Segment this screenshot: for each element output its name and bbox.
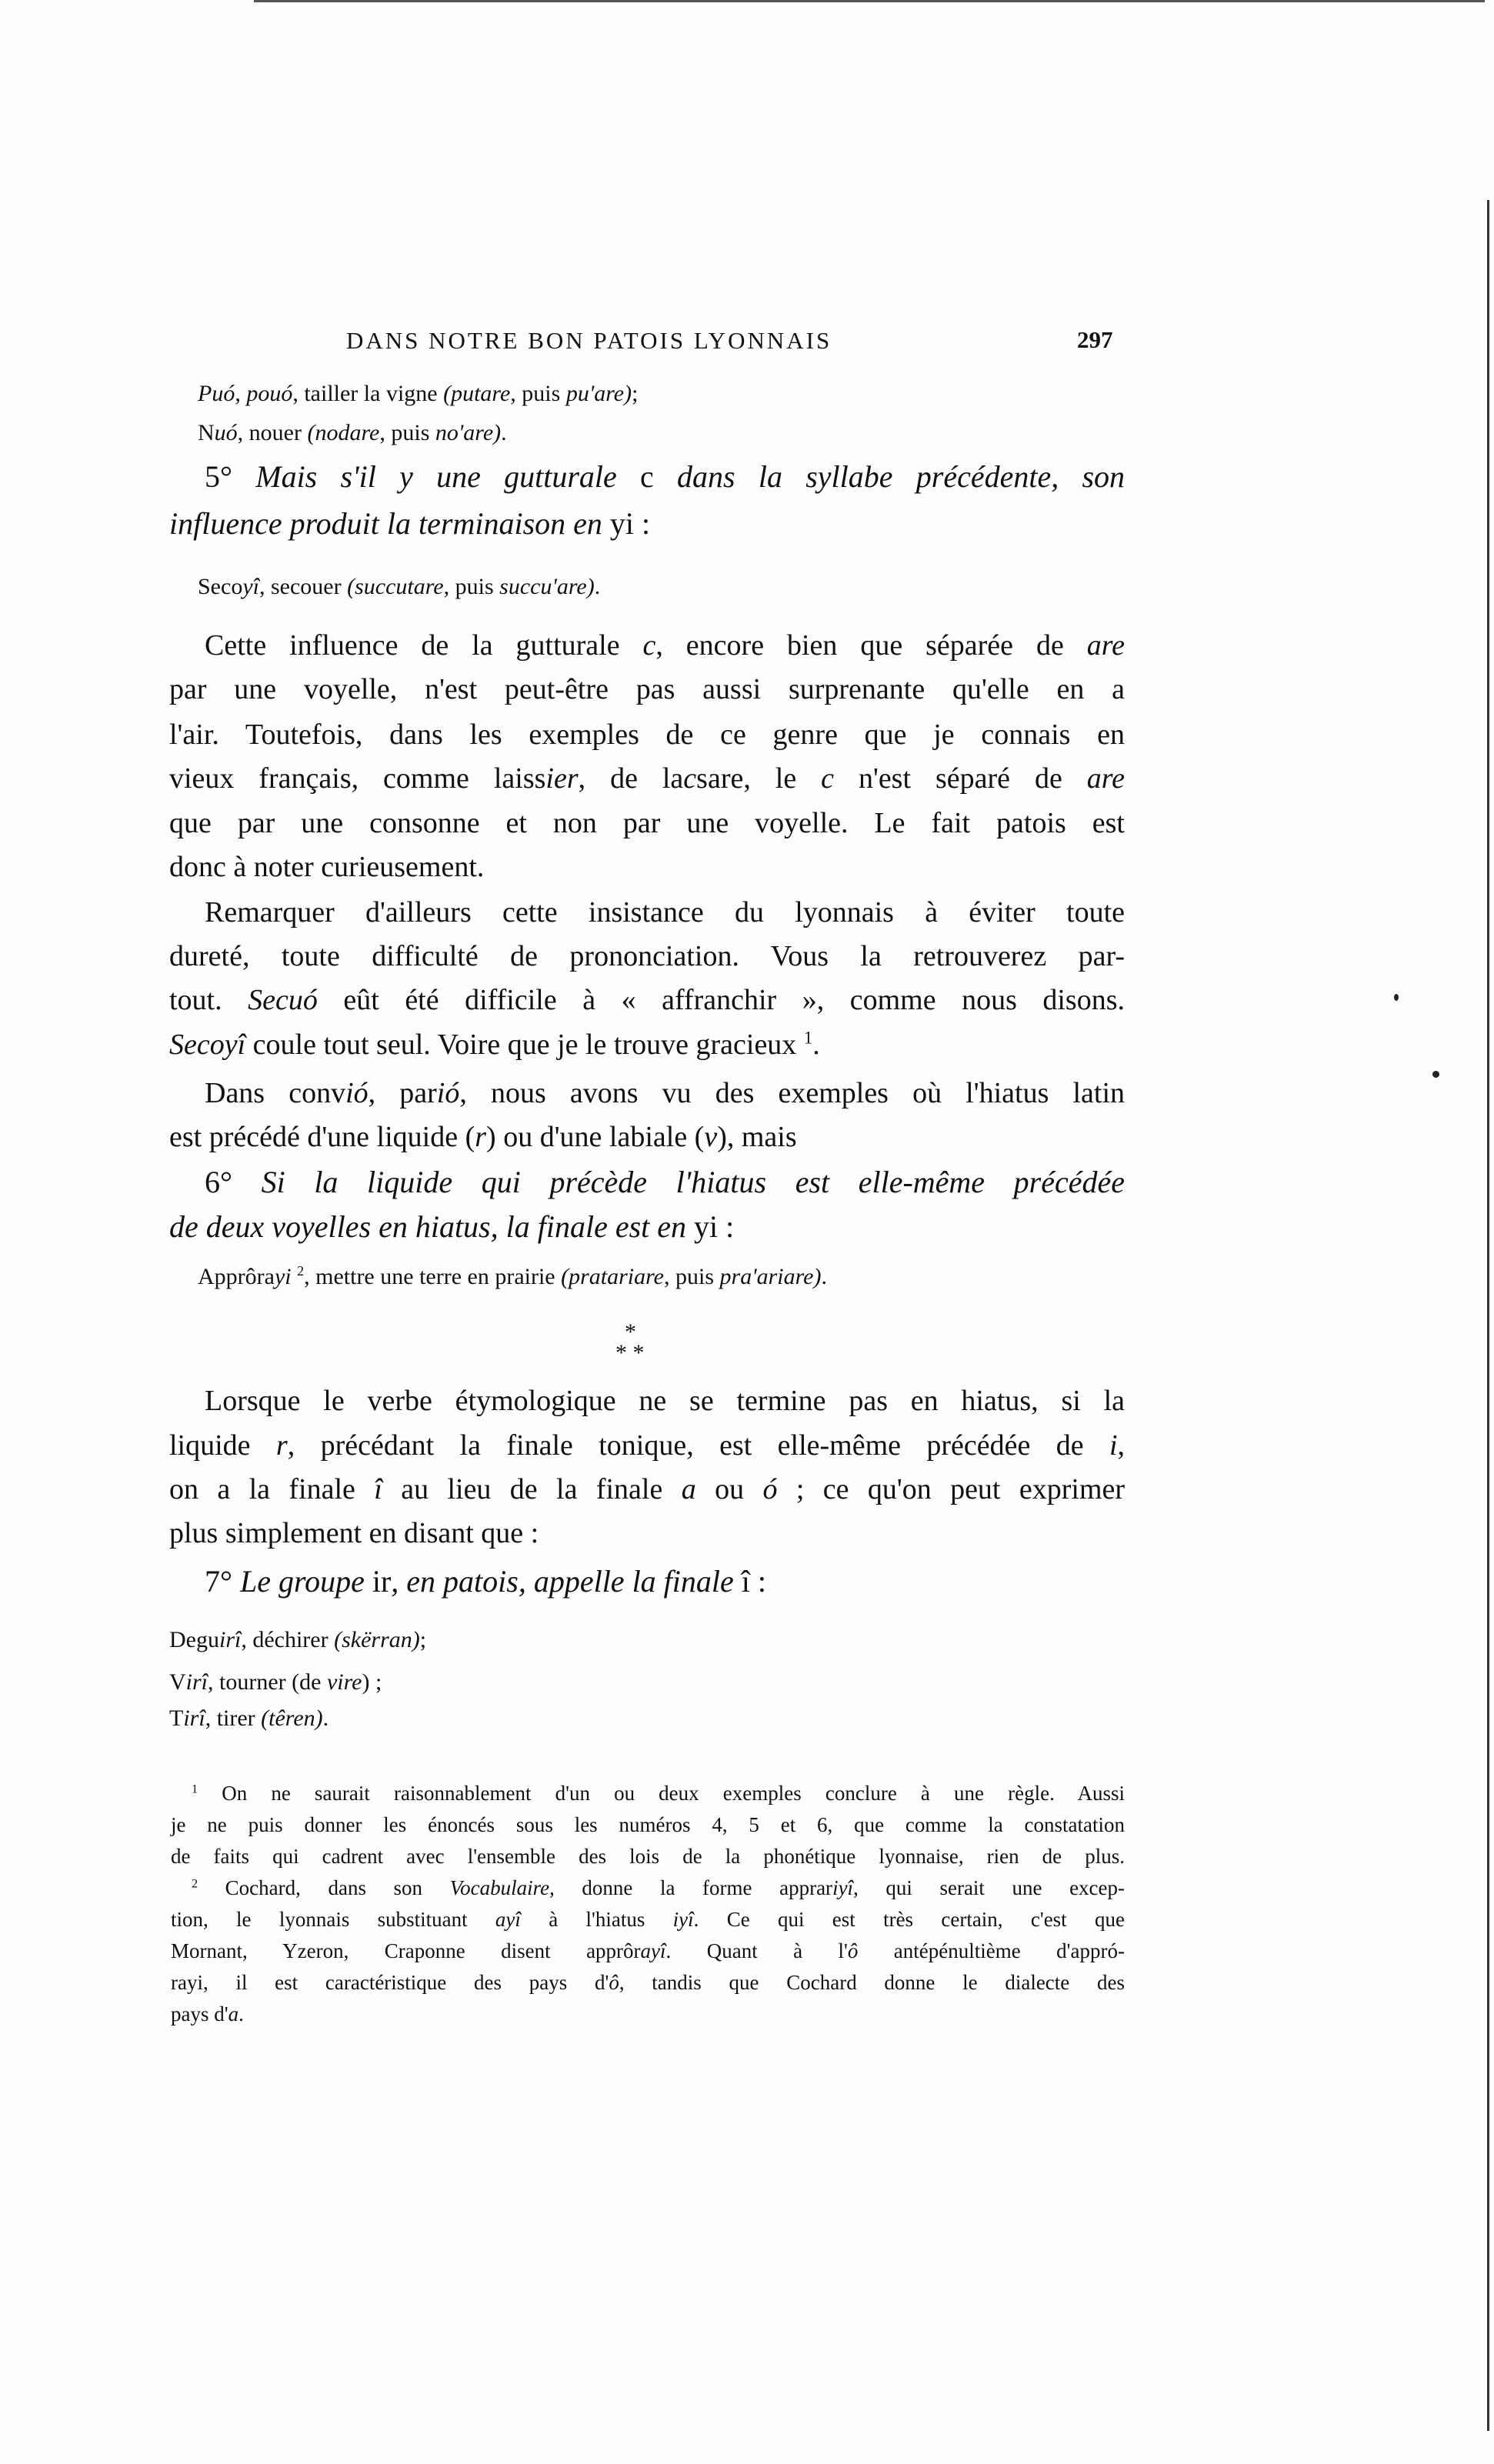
- italic-text: v: [704, 1121, 718, 1153]
- italic-text: vire: [326, 1669, 362, 1695]
- text-run: est précédé d'une liquide (: [169, 1121, 475, 1153]
- running-header: DANS NOTRE BON PATOIS LYONNAIS: [346, 327, 832, 354]
- italic-text: Le groupe: [240, 1564, 372, 1599]
- text-run: î :: [741, 1564, 767, 1599]
- text-run: ) ;: [362, 1669, 382, 1695]
- text-run: .: [238, 2002, 244, 2026]
- text-run: par une voyelle, n'est peut-être pas aussi surprenante qu'elle en a: [169, 673, 1125, 705]
- text-run: on a la finale: [169, 1473, 375, 1505]
- text-run: , tirer: [205, 1705, 262, 1731]
- italic-text: dans la syllabe précédente, son: [653, 459, 1126, 494]
- text-run: 5°: [205, 459, 256, 494]
- text-run: , puis: [510, 381, 566, 406]
- footnote-line: [171, 2002, 244, 2026]
- scan-speck: [1432, 1071, 1439, 1078]
- text-run: 7°: [205, 1564, 240, 1599]
- text-run: T: [169, 1705, 184, 1731]
- italic-text: Vocabulaire: [449, 1876, 550, 1899]
- text-run: liquide: [169, 1429, 276, 1462]
- paragraph-line: [205, 895, 1125, 929]
- italic-text: iyî: [672, 1908, 694, 1931]
- text-run: [292, 1264, 298, 1289]
- scan-right-edge: [1487, 200, 1489, 2431]
- text-run: n'est séparé de: [834, 762, 1087, 795]
- text-run: Remarquer d'ailleurs cette insistance du lyonnais à éviter toute: [205, 896, 1125, 929]
- italic-text: (putare: [443, 381, 511, 406]
- text-run: ,: [235, 381, 247, 406]
- text-run: .: [322, 1705, 329, 1731]
- italic-text: de deux voyelles en hiatus, la finale est en: [169, 1209, 695, 1244]
- text-run: dureté, toute difficulté de prononciation. Vous la retrouverez par-: [169, 940, 1125, 972]
- italic-text: ayî: [640, 1939, 666, 1962]
- text-run: , tourner (de: [208, 1669, 327, 1695]
- rule-line: [205, 458, 1125, 495]
- paragraph-line: [205, 1384, 1125, 1418]
- italic-text: influence produit la terminaison en: [169, 506, 610, 541]
- footnote-line: [171, 1908, 1125, 1932]
- section-separator: [615, 1340, 645, 1366]
- italic-text: pouó: [246, 381, 293, 406]
- text-run: , nous avons vu des exemples où l'hiatus latin: [459, 1077, 1126, 1109]
- text-run: eût été difficile à « affranchir », comme nous disons.: [317, 984, 1125, 1016]
- italic-text: ió: [436, 1077, 460, 1109]
- example-line: [169, 1627, 426, 1653]
- text-run: coule tout seul. Voire que je le trouve gracieux: [245, 1029, 804, 1061]
- paragraph-line: [205, 1076, 1125, 1110]
- text-run: V: [169, 1669, 186, 1695]
- italic-text: Secoyî: [169, 1029, 246, 1061]
- paragraph-line: [169, 1120, 797, 1154]
- text-run: , encore bien que séparée de: [655, 629, 1087, 662]
- italic-text: are: [1086, 629, 1125, 662]
- scan-top-edge: [254, 0, 1485, 2]
- text-run: Mornant, Yzeron, Craponne disent apprôr: [171, 1939, 641, 1962]
- text-run: pays d': [171, 2002, 228, 2026]
- italic-text: (nodare: [307, 420, 380, 445]
- text-run: , déchirer: [241, 1627, 335, 1652]
- text-run: , puis: [443, 574, 500, 599]
- text-run: ir: [372, 1564, 392, 1599]
- text-run: donc à noter curieusement.: [169, 851, 485, 883]
- text-run: , de la: [578, 762, 684, 795]
- text-run: , puis: [664, 1264, 720, 1289]
- italic-text: î: [374, 1473, 382, 1505]
- text-run: , mettre une terre en prairie: [304, 1264, 562, 1289]
- paragraph-line: [169, 762, 1125, 795]
- text-run: Dans conv: [205, 1077, 346, 1109]
- footnote-ref: 1: [803, 1028, 813, 1048]
- italic-text: yi: [274, 1264, 292, 1289]
- text-run: On ne saurait raisonnablement d'un ou deux exemples conclure à une règle. Aussi: [198, 1782, 1125, 1805]
- paragraph-line: [205, 629, 1125, 662]
- text-run: Seco: [198, 574, 243, 599]
- text-run: Degu: [169, 1627, 219, 1652]
- text-run: c: [640, 459, 654, 494]
- paragraph-line: [169, 806, 1125, 840]
- text-run: *: [625, 1319, 636, 1345]
- example-line: [198, 381, 638, 407]
- text-run: Cochard, dans son: [198, 1876, 450, 1899]
- example-line: [169, 1705, 328, 1732]
- italic-text: , en patois, appelle la finale: [391, 1564, 742, 1599]
- example-line: [198, 1264, 827, 1290]
- italic-text: pu'are): [565, 381, 632, 406]
- rule-line: [169, 1209, 734, 1245]
- text-run: plus simplement en disant que :: [169, 1517, 539, 1549]
- italic-text: irî: [218, 1627, 242, 1652]
- footnote-line: [192, 1782, 1125, 1805]
- text-run: que par une consonne et non par une voyelle. Le fait patois est: [169, 807, 1125, 839]
- footnote-line: [171, 1939, 1125, 1963]
- paragraph-line: [169, 850, 484, 884]
- italic-text: c: [821, 762, 835, 795]
- rule-line: [169, 505, 650, 542]
- text-run: ou: [695, 1473, 763, 1505]
- text-run: ;: [632, 381, 639, 406]
- text-run: au lieu de la finale: [382, 1473, 682, 1505]
- example-line: [198, 574, 600, 600]
- paragraph-line: [169, 1516, 539, 1550]
- italic-text: ió: [345, 1077, 368, 1109]
- paragraph-line: [169, 983, 1125, 1017]
- text-run: à l'hiatus: [520, 1908, 673, 1931]
- text-run: Apprôra: [198, 1264, 275, 1289]
- text-run: , donne la forme apprar: [549, 1876, 833, 1899]
- scan-speck: [1394, 994, 1399, 1001]
- italic-text: (têren): [261, 1705, 323, 1731]
- italic-text: ó: [762, 1473, 778, 1505]
- italic-text: (pratariare: [561, 1264, 664, 1289]
- text-run: ) ou d'une labiale (: [486, 1121, 705, 1153]
- text-run: 6°: [205, 1165, 262, 1199]
- text-run: . Quant à l': [665, 1939, 848, 1962]
- italic-text: Mais s'il y une gutturale: [255, 459, 641, 494]
- text-run: tout.: [169, 984, 248, 1016]
- footnote-line: [171, 1813, 1125, 1837]
- paragraph-line: [169, 1472, 1125, 1506]
- footnote-ref: 2: [297, 1263, 305, 1279]
- italic-text: (skërran): [334, 1627, 420, 1652]
- text-run: .: [594, 574, 601, 599]
- italic-text: a: [228, 2002, 239, 2026]
- text-run: ; ce qu'on peut exprimer: [777, 1473, 1126, 1505]
- text-run: sare, le: [696, 762, 822, 795]
- italic-text: c: [683, 762, 697, 795]
- italic-text: ier: [545, 762, 579, 795]
- footnote-ref: 2: [192, 1876, 198, 1891]
- italic-text: irî: [183, 1705, 205, 1731]
- text-run: .: [812, 1029, 820, 1061]
- text-run: ;: [419, 1627, 427, 1652]
- text-run: Lorsque le verbe étymologique ne se termine pas en hiatus, si la: [205, 1385, 1125, 1417]
- italic-text: yî: [242, 574, 259, 599]
- text-run: , tandis que Cochard donne le dialecte des: [619, 1971, 1125, 1994]
- example-line: [198, 420, 507, 446]
- text-run: , nouer: [237, 420, 308, 445]
- paragraph-line: [169, 718, 1125, 752]
- text-run: * *: [615, 1340, 645, 1365]
- footnote-ref: 1: [192, 1782, 198, 1796]
- italic-text: pra'ariare): [719, 1264, 822, 1289]
- example-line: [169, 1669, 382, 1695]
- italic-text: ô: [847, 1939, 859, 1962]
- italic-text: iyî: [832, 1876, 854, 1899]
- page-number: 297: [1077, 326, 1113, 353]
- text-run: .: [821, 1264, 827, 1289]
- text-run: , par: [368, 1077, 437, 1109]
- paragraph-line: [169, 1429, 1125, 1462]
- paragraph-line: [169, 939, 1125, 973]
- italic-text: Puó: [198, 381, 235, 406]
- text-run: , puis: [379, 420, 435, 445]
- italic-text: no'are): [435, 420, 502, 445]
- text-run: yi :: [694, 1209, 735, 1244]
- text-run: .: [501, 420, 507, 445]
- text-run: yi :: [609, 506, 651, 541]
- text-run: Cette influence de la gutturale: [205, 629, 643, 662]
- footnote-line: [171, 1971, 1125, 1995]
- text-run: tion, le lyonnais substituant: [171, 1908, 495, 1931]
- text-run: vieux français, comme laiss: [169, 762, 546, 795]
- italic-text: c: [642, 629, 656, 662]
- text-run: ,: [1117, 1429, 1125, 1462]
- text-run: je ne puis donner les énoncés sous les numéros 4, 5 et 6, que comme la constatation: [171, 1813, 1125, 1836]
- text-run: , secouer: [258, 574, 348, 599]
- italic-text: ayî: [495, 1908, 521, 1931]
- italic-text: uó: [214, 420, 238, 445]
- text-run: , précédant la finale tonique, est elle-même précédée de: [287, 1429, 1109, 1462]
- text-run: , tailler la vigne: [292, 381, 444, 406]
- footnote-line: [192, 1876, 1125, 1900]
- paragraph-line: [169, 672, 1125, 706]
- footnote-line: [171, 1845, 1125, 1869]
- paragraph-line: [169, 1028, 820, 1062]
- italic-text: are: [1086, 762, 1125, 795]
- text-run: l'air. Toutefois, dans les exemples de ce genre que je connais en: [169, 719, 1125, 751]
- italic-text: (succutare: [347, 574, 444, 599]
- italic-text: i: [1109, 1429, 1118, 1462]
- rule-line: [205, 1563, 766, 1599]
- italic-text: Si la liquide qui précède l'hiatus est elle-même précédée: [261, 1165, 1125, 1199]
- text-run: de faits qui cadrent avec l'ensemble des lois de la phonétique lyonnaise, rien de plus.: [171, 1845, 1125, 1868]
- italic-text: ô: [609, 1971, 619, 1994]
- italic-text: a: [681, 1473, 696, 1505]
- text-run: . Ce qui est très certain, c'est que: [693, 1908, 1125, 1931]
- text-run: ), mais: [717, 1121, 797, 1153]
- text-run: , qui serait une excep-: [853, 1876, 1126, 1899]
- italic-text: r: [475, 1121, 487, 1153]
- text-run: N: [198, 420, 215, 445]
- italic-text: r: [275, 1429, 288, 1462]
- italic-text: succu'are): [499, 574, 595, 599]
- italic-text: irî: [185, 1669, 208, 1695]
- text-run: antépénultième d'appró-: [858, 1939, 1125, 1962]
- italic-text: Secuó: [248, 984, 318, 1016]
- rule-line: [205, 1164, 1125, 1200]
- text-run: rayi, il est caractéristique des pays d': [171, 1971, 609, 1994]
